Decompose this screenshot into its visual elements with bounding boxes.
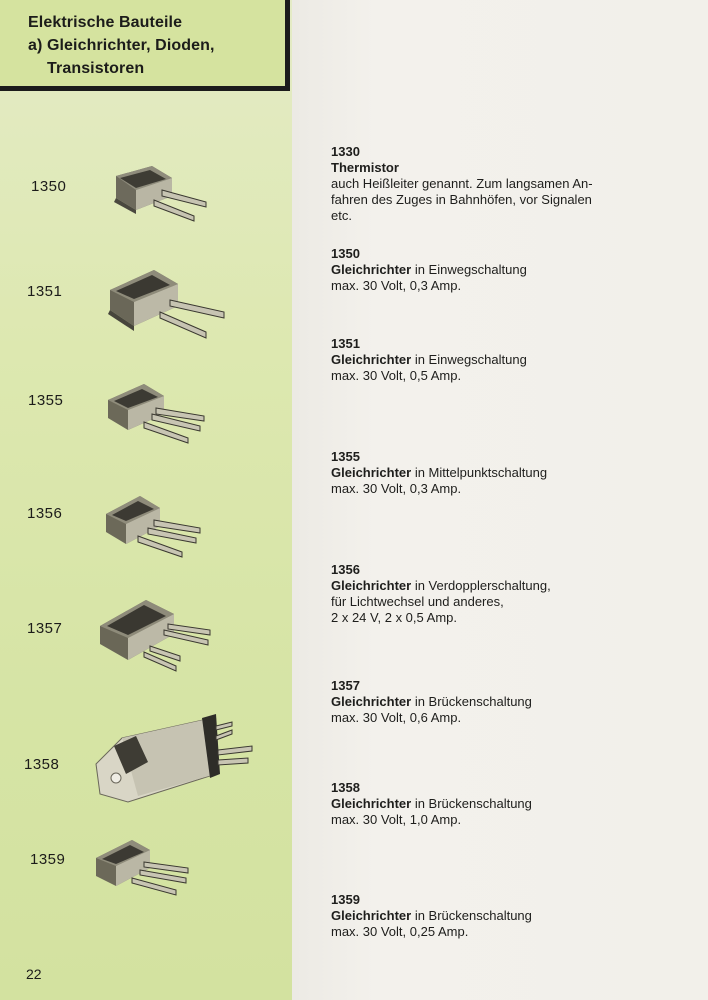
description-1330: [331, 144, 651, 224]
item-name: Gleichrichter: [331, 796, 412, 811]
item-code: 1359: [331, 892, 360, 907]
header-line-2: a) Gleichrichter, Dioden,: [28, 37, 215, 54]
part-label-1356: 1356: [27, 505, 63, 522]
item-code: 1355: [331, 449, 360, 464]
description-1358: [331, 780, 651, 828]
item-code: 1350: [331, 246, 360, 261]
part-label-1358: 1358: [24, 756, 60, 773]
item-name: Thermistor: [331, 160, 399, 175]
header-line-1: Elektrische Bauteile: [28, 14, 183, 31]
part-label-1355: 1355: [28, 392, 64, 409]
item-text-line: auch Heißleiter genannt. Zum langsamen An-: [331, 176, 593, 191]
part-label-1351: 1351: [27, 283, 63, 300]
item-text: in Mittelpunktschaltung: [411, 465, 548, 480]
item-text-line: fahren des Zuges in Bahnhöfen, vor Signalen: [331, 192, 592, 207]
item-text: in Brückenschaltung: [411, 908, 532, 923]
item-name: Gleichrichter: [331, 465, 412, 480]
item-text-line: etc.: [331, 208, 352, 223]
item-text-line: 2 x 24 V, 2 x 0,5 Amp.: [331, 610, 457, 625]
item-name: Gleichrichter: [331, 578, 412, 593]
item-code: 1356: [331, 562, 360, 577]
item-text-line: für Lichtwechsel und anderes,: [331, 594, 504, 609]
item-name: Gleichrichter: [331, 908, 412, 923]
description-1356: [331, 562, 651, 626]
item-text: in Verdopplerschaltung,: [411, 578, 551, 593]
item-text-line: max. 30 Volt, 0,3 Amp.: [331, 481, 462, 496]
item-code: 1351: [331, 336, 360, 351]
rectifier-1359-image: [92, 836, 192, 904]
description-1357: [331, 678, 651, 726]
part-label-1350: 1350: [31, 178, 67, 195]
item-text: in Brückenschaltung: [411, 796, 532, 811]
rectifier-1355-image: [104, 378, 208, 448]
page-number: 22: [26, 966, 42, 982]
header-line-3: Transistoren: [47, 60, 145, 77]
part-label-1357: 1357: [27, 620, 63, 637]
item-text-line: max. 30 Volt, 0,5 Amp.: [331, 368, 462, 383]
item-text: in Brückenschaltung: [411, 694, 532, 709]
rectifier-1350-image: [108, 160, 212, 230]
item-text-line: max. 30 Volt, 0,6 Amp.: [331, 710, 462, 725]
item-name: Gleichrichter: [331, 352, 412, 367]
rectifier-1357-image: [96, 596, 214, 674]
item-code: 1330: [331, 144, 360, 159]
item-text-line: max. 30 Volt, 0,3 Amp.: [331, 278, 462, 293]
description-1350: [331, 246, 651, 294]
description-1359: [331, 892, 651, 940]
part-label-1359: 1359: [30, 851, 66, 868]
rectifier-1358-image: [92, 714, 256, 810]
item-text-line: max. 30 Volt, 0,25 Amp.: [331, 924, 469, 939]
item-text: in Einwegschaltung: [411, 352, 527, 367]
rectifier-1356-image: [100, 490, 204, 562]
rectifier-1351-image: [104, 264, 228, 346]
description-1355: [331, 449, 651, 497]
description-1351: [331, 336, 651, 384]
item-code: 1357: [331, 678, 360, 693]
item-name: Gleichrichter: [331, 262, 412, 277]
item-text: in Einwegschaltung: [411, 262, 527, 277]
item-code: 1358: [331, 780, 360, 795]
item-name: Gleichrichter: [331, 694, 412, 709]
item-text-line: max. 30 Volt, 1,0 Amp.: [331, 812, 462, 827]
